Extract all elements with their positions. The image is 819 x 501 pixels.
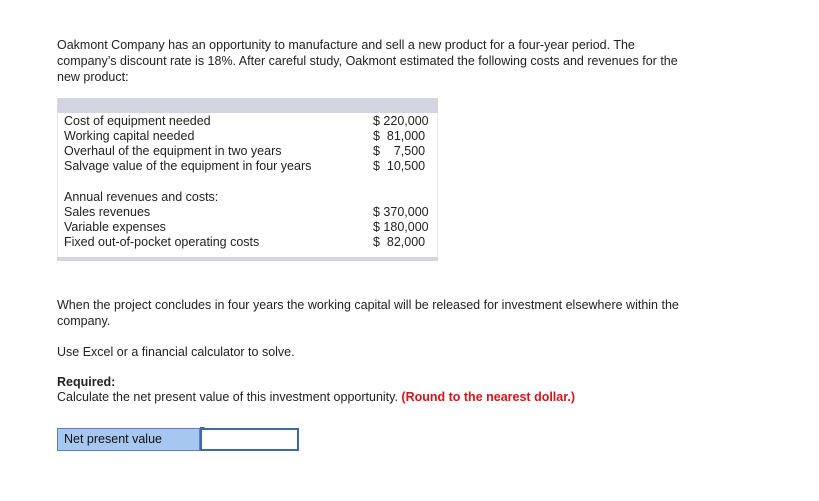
row-value-empty xyxy=(364,190,425,205)
row-value: $ 82,000 xyxy=(373,235,426,249)
working-capital-note: When the project concludes in four years the working capital will be released for investment elsewhere within the company. xyxy=(57,298,679,328)
table-row xyxy=(58,159,437,174)
group-heading: Annual revenues and costs: xyxy=(64,190,219,204)
row-label: Salvage value of the equipment in four years xyxy=(64,159,312,173)
row-value: $ 370,000 xyxy=(373,205,429,219)
table-header-bar xyxy=(57,98,438,113)
table-row xyxy=(58,205,437,220)
table-row xyxy=(58,129,437,144)
row-value: $ 7,500 xyxy=(373,144,426,158)
row-value: $ 220,000 xyxy=(373,114,429,128)
calculator-instruction: Use Excel or a financial calculator to solve. xyxy=(57,345,295,359)
cost-revenue-table xyxy=(57,98,438,261)
required-heading: Required: xyxy=(57,375,116,389)
table-row xyxy=(58,190,437,205)
row-value: $ 180,000 xyxy=(373,220,429,234)
row-label: Cost of equipment needed xyxy=(64,114,211,128)
row-label: Working capital needed xyxy=(64,129,195,143)
table-row xyxy=(58,144,437,159)
required-instruction xyxy=(57,389,697,405)
row-label: Sales revenues xyxy=(64,205,151,219)
row-value: $ 81,000 xyxy=(373,129,426,143)
npv-input-wrapper xyxy=(200,428,299,451)
equipment-costs-group xyxy=(58,113,437,174)
required-body-text: Calculate the net present value of this investment opportunity. xyxy=(57,390,398,404)
npv-label: Net present value xyxy=(57,428,200,451)
row-label: Overhaul of the equipment in two years xyxy=(64,144,282,158)
row-label: Variable expenses xyxy=(64,220,166,234)
answer-row xyxy=(57,428,299,451)
table-body xyxy=(57,113,438,257)
table-row xyxy=(58,220,437,235)
row-value: $ 10,500 xyxy=(373,159,426,173)
row-label: Fixed out-of-pocket operating costs xyxy=(64,235,260,249)
table-row xyxy=(58,235,437,250)
rounding-instruction: (Round to the nearest dollar.) xyxy=(401,390,576,404)
npv-input[interactable] xyxy=(200,428,299,451)
table-footer-bar xyxy=(57,257,438,261)
input-corner-marker xyxy=(200,427,205,432)
problem-intro: Oakmont Company has an opportunity to manufacture and sell a new product for a four-year period. The company’s discount rate is 18%. After careful study, Oakmont estimated the following costs and revenues for the new product: xyxy=(57,38,678,84)
table-row xyxy=(58,114,437,129)
annual-revenues-costs-group xyxy=(58,174,437,257)
